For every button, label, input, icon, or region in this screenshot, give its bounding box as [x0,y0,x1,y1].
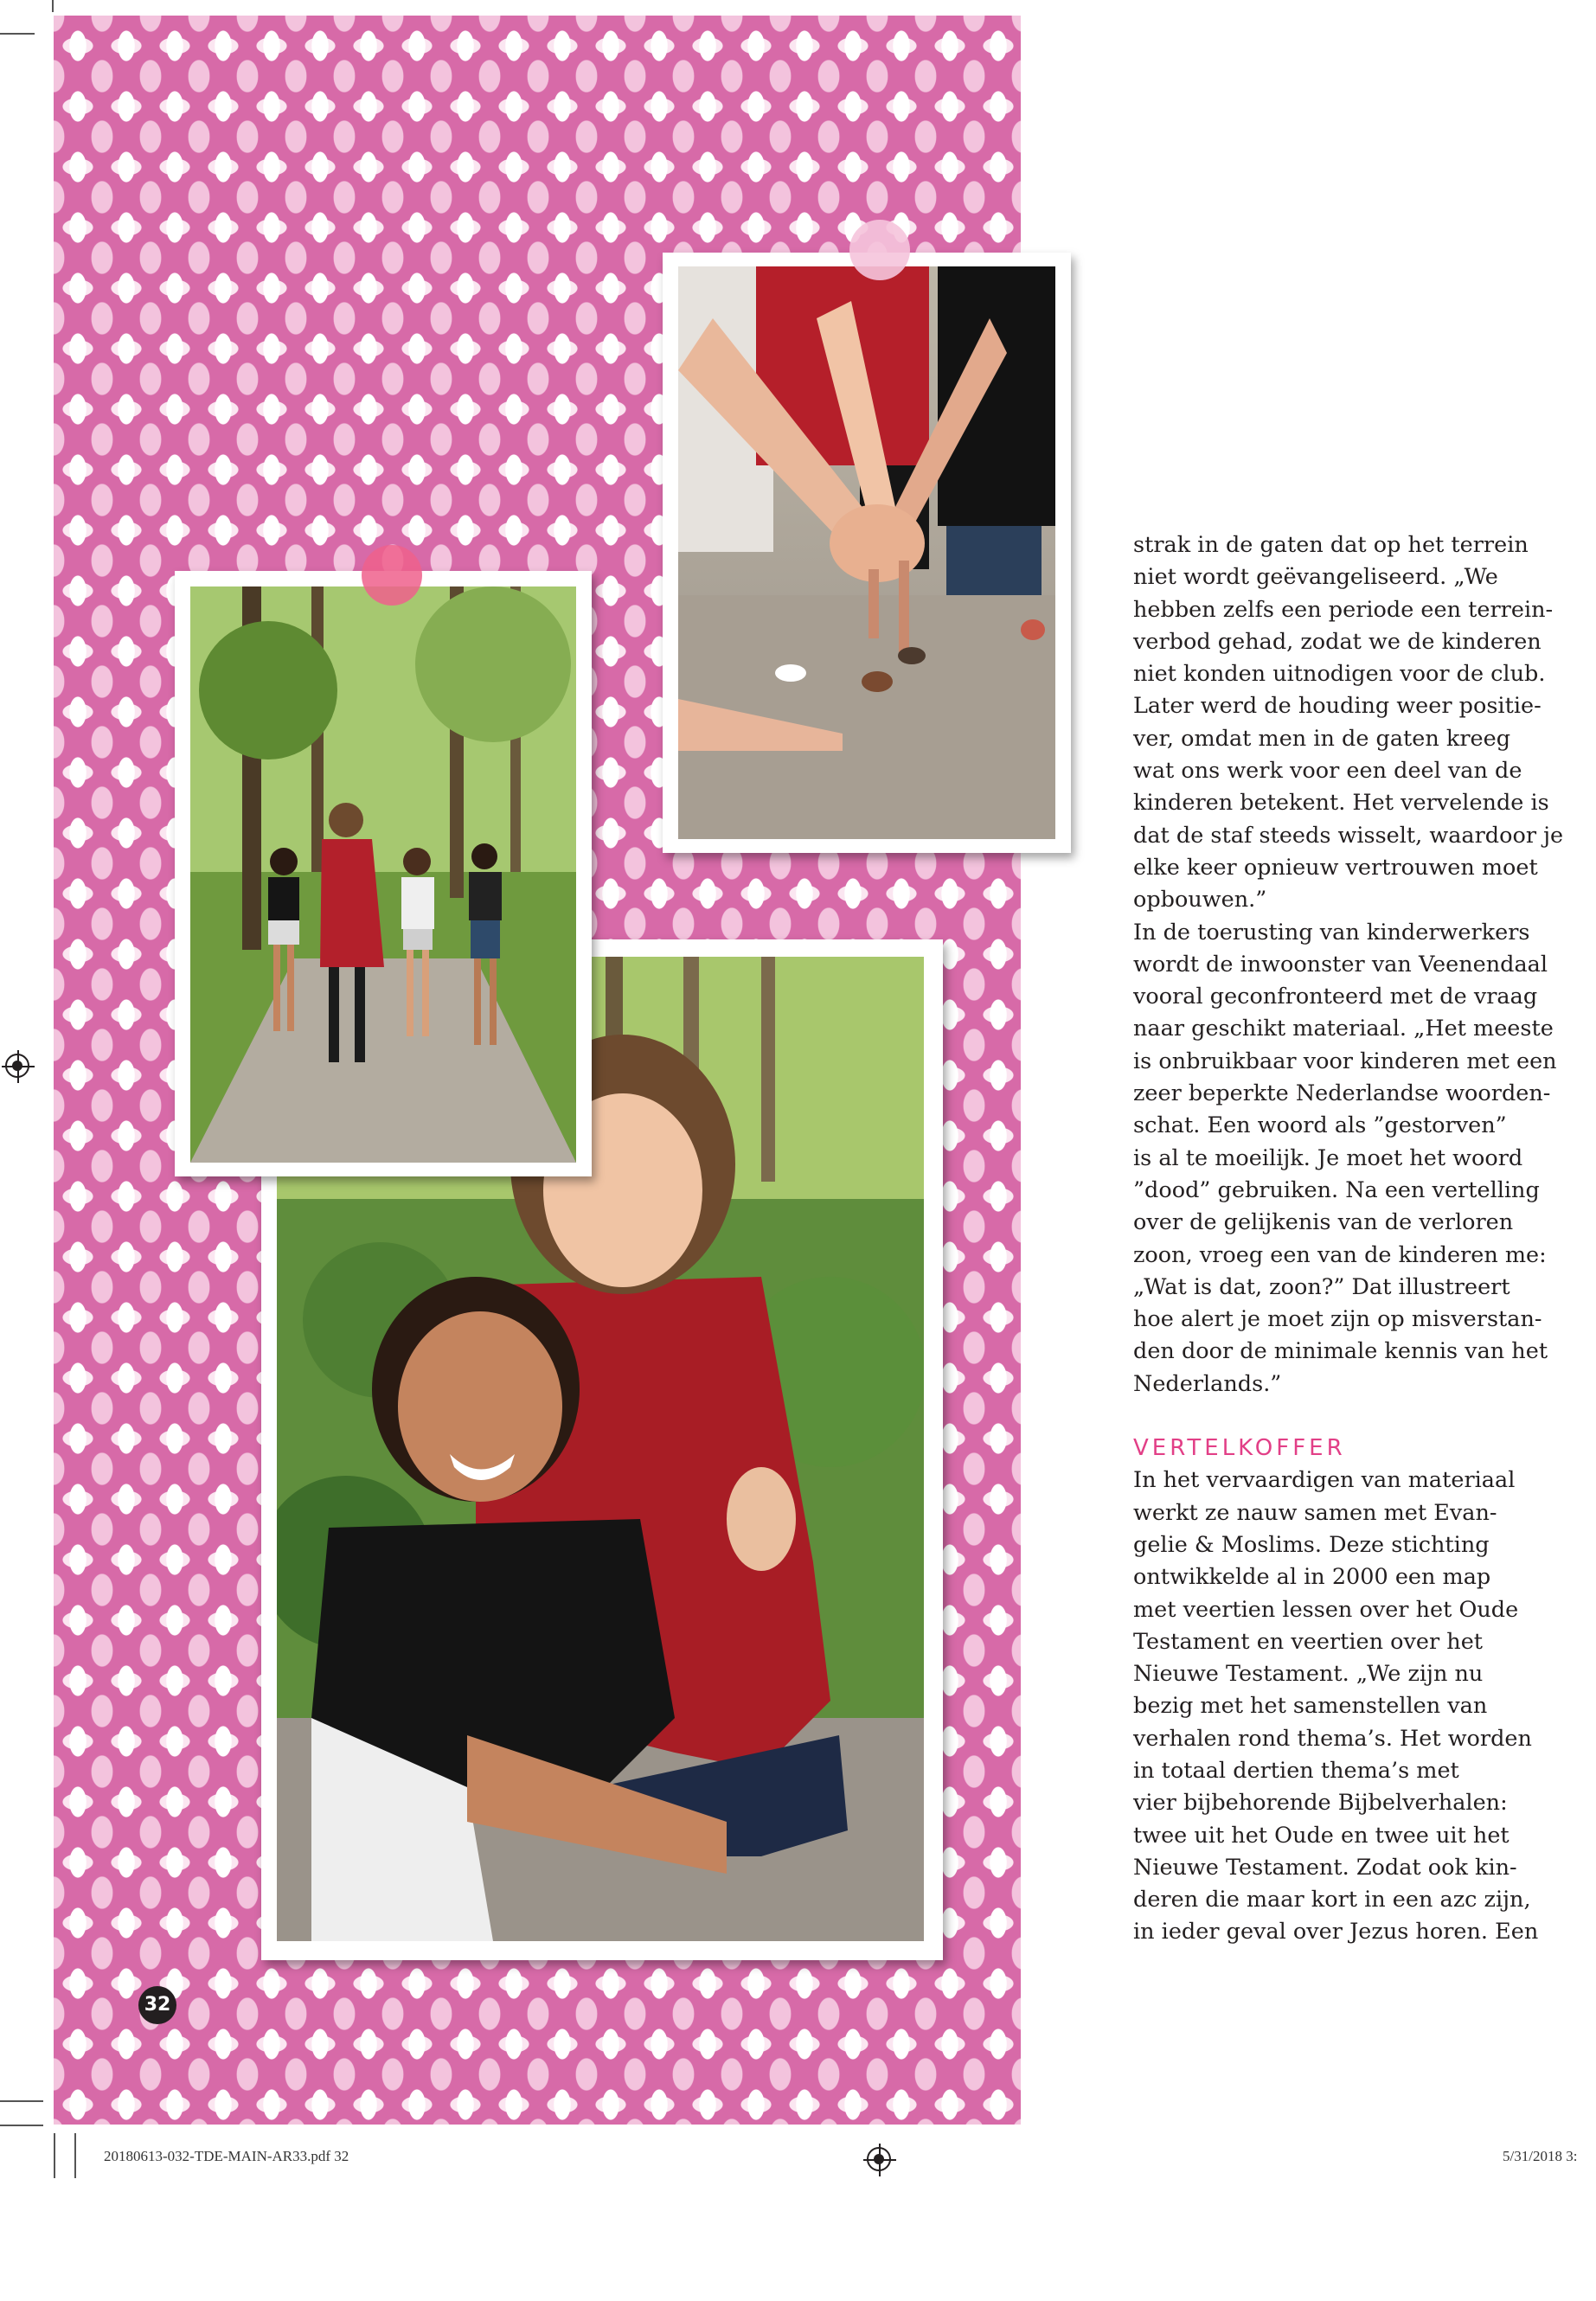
text-line: wordt de inwoonster van Veenendaal [1133,951,1548,977]
text-line: hebben zelfs een periode een terrein- [1133,596,1554,623]
text-line: hoe alert je moet zijn op misverstan- [1133,1306,1542,1333]
registration-mark-bottom [867,2147,891,2171]
text-line: bezig met het samenstellen van [1133,1693,1488,1720]
text-line: ontwikkelde al in 2000 een map [1133,1564,1491,1591]
people-walking-icon [190,586,576,1163]
text-line: ver, omdat men in de gaten kreeg [1133,725,1511,752]
text-line: Nieuwe Testament. Zodat ook kin- [1133,1854,1517,1881]
group-hands-icon [678,266,1055,839]
text-line: den door de minimale kennis van het [1133,1338,1548,1365]
text-line: Nederlands.” [1133,1370,1282,1397]
text-line: verbod gehad, zodat we de kinderen [1133,628,1542,655]
text-line: in ieder geval over Jezus horen. Een [1133,1919,1539,1945]
section-heading: VERTELKOFFER [1133,1435,1346,1462]
text-line: over de gelijkenis van de verloren [1133,1209,1514,1236]
pin-hands-photo [849,220,910,280]
text-line: niet wordt geëvangeliseerd. „We [1133,564,1498,591]
text-line: zeer beperkte Nederlandse woorden- [1133,1080,1551,1107]
text-line: met veertien lessen over het Oude [1133,1596,1519,1623]
text-line: elke keer opnieuw vertrouwen moet [1133,854,1538,881]
text-line: vier bijbehorende Bijbelverhalen: [1133,1790,1508,1817]
text-line: deren die maar kort in een azc zijn, [1133,1887,1531,1913]
hands-together-photo [663,253,1071,853]
registration-mark-left [5,1054,29,1078]
paragraph-2 [1133,917,1557,1400]
text-line: is al te moeilijk. Je moet het woord [1133,1144,1523,1171]
text-line: wat ons werk voor een deel van de [1133,758,1522,785]
text-line: werkt ze nauw samen met Evan- [1133,1499,1497,1526]
pin-forest-photo [362,545,422,606]
forest-walk-photo [175,571,592,1176]
crop-mark-bottom-2 [0,2125,43,2126]
footer-date: 5/31/2018 3: [1503,2148,1578,2164]
text-line: gelie & Moslims. Deze stichting [1133,1531,1490,1558]
crop-mark-top [0,33,35,35]
text-line: verhalen rond thema’s. Het worden [1133,1725,1532,1752]
text-line: naar geschikt materiaal. „Het meeste [1133,1016,1554,1042]
text-line: vooral geconfronteerd met de vraag [1133,984,1538,1010]
text-line: Testament en veertien over het [1133,1628,1484,1655]
page-number: 32 [138,1986,176,2024]
paragraph-3 [1133,1465,1557,1948]
crop-mark-bottom [0,2100,43,2102]
article-text [1133,529,1564,1949]
footer-filename: 20180613-032-TDE-MAIN-AR33.pdf 32 [104,2148,349,2164]
text-line: kinderen betekent. Het vervelende is [1133,790,1549,817]
text-line: in totaal dertien thema’s met [1133,1757,1459,1784]
text-line: zoon, vroeg een van de kinderen me: [1133,1241,1547,1268]
text-line: twee uit het Oude en twee uit het [1133,1822,1509,1849]
text-line: Nieuwe Testament. „We zijn nu [1133,1661,1484,1688]
text-line: dat de staf steeds wisselt, waardoor je [1133,822,1564,849]
section-gap [1133,1400,1557,1433]
text-line: opbouwen.” [1133,887,1267,913]
text-line: is onbruikbaar voor kinderen met een [1133,1048,1557,1074]
text-line: In het vervaardigen van materiaal [1133,1467,1516,1494]
crop-mark-bottom-vertical-2 [74,2133,76,2178]
text-line: niet konden uitnodigen voor de club. [1133,661,1546,688]
text-line: strak in de gaten dat op het terrein [1133,532,1529,558]
text-line: ”dood” gebruiken. Na een vertelling [1133,1176,1540,1203]
text-line: Later werd de houding weer positie- [1133,693,1542,720]
crop-mark-bottom-vertical [54,2133,55,2178]
crop-mark-top-vertical [52,0,54,12]
text-line: „Wat is dat, zoon?” Dat illustreert [1133,1273,1510,1300]
text-line: In de toerusting van kinderwerkers [1133,919,1530,945]
text-line: schat. Een woord als ”gestorven” [1133,1112,1507,1139]
paragraph-1 [1133,529,1564,917]
